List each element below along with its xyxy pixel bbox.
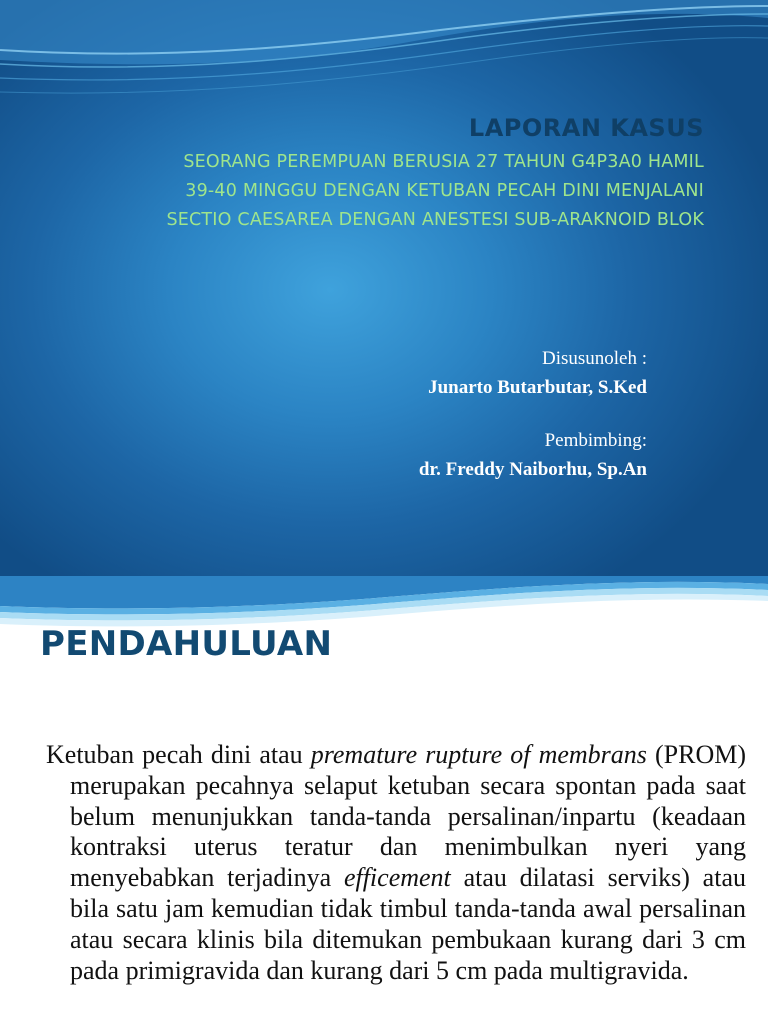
title-block [40, 114, 704, 235]
section-heading: PENDAHULUAN [40, 624, 333, 664]
subtitle-line: SECTIO CAESAREA DENGAN ANESTESI SUB-ARAKNOID BLOK [166, 210, 704, 230]
subtitle-line: 39-40 MINGGU DENGAN KETUBAN PECAH DINI MENJALANI [185, 181, 704, 201]
subtitle-line: SEORANG PEREMPUAN BERUSIA 27 TAHUN G4P3A0 HAMIL [183, 152, 704, 172]
wave-decoration-top [0, 0, 768, 120]
paragraph-text: Ketuban pecah dini atau [46, 740, 311, 769]
author-label: Disusunoleh : [541, 348, 647, 369]
paragraph-text: (PROM) merupakan pecahnya selaput ketuban secara spontan pada saat belum menunjukkan tanda-tanda persalinan/inpartu (keadaan kontraksi uterus teratur dan menimbulkan nyeri yang menyebabkan terjadinya [70, 740, 747, 893]
content-slide [0, 576, 768, 1024]
paragraph-italic: premature rupture of membrans [310, 740, 647, 769]
author-name: Junarto Butarbutar, S.Ked [428, 377, 647, 398]
body-paragraph [46, 740, 746, 986]
supervisor-name: dr. Freddy Naiborhu, Sp.An [418, 459, 647, 480]
presentation-title: LAPORAN KASUS [468, 114, 704, 142]
supervisor-label: Pembimbing: [544, 430, 647, 451]
paragraph-text: atau dilatasi serviks) atau bila satu jam kemudian tidak timbul tanda-tanda awal persalinan atau secara klinis bila ditemukan pembukaan kurang dari 3 cm pada primigravida dan kurang dari 5 cm pada multigravida. [70, 863, 746, 985]
paragraph-italic: efficement [343, 863, 451, 893]
credits [419, 344, 647, 484]
